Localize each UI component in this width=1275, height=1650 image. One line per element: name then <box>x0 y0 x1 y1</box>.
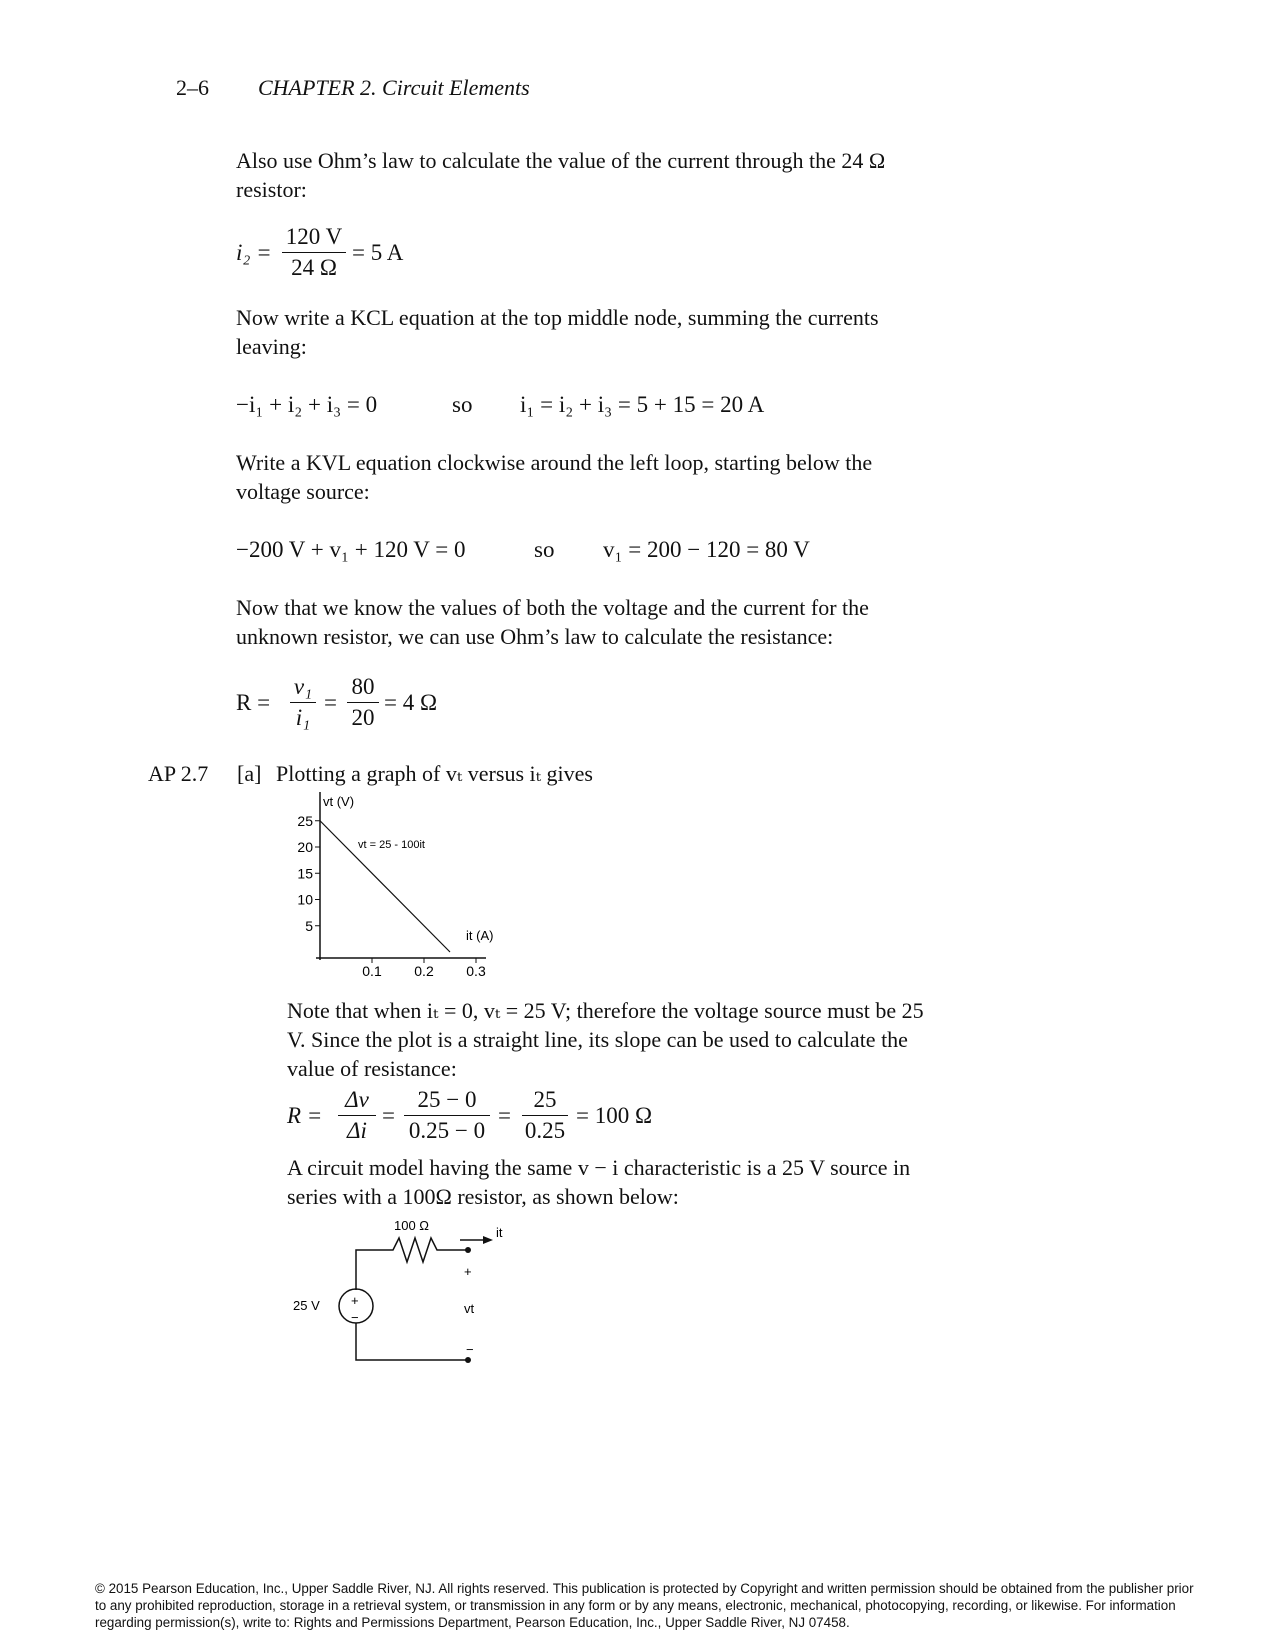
numerator: 25 − 0 <box>417 1087 477 1112</box>
eq-slope-rhs: = 100 Ω <box>576 1103 653 1128</box>
note-line: value of resistance: <box>287 1056 457 1081</box>
eq-kvl-so: so <box>534 537 555 562</box>
eq-i2-fraction <box>282 224 346 281</box>
note-line: V. Since the plot is a straight line, its slope can be used to calculate the <box>287 1027 908 1052</box>
x-axis-label: it (A) <box>466 928 494 943</box>
circuit-text: A circuit model having the same v − i characteristic is a 25 V source in <box>287 1155 911 1180</box>
numerator: 25 <box>533 1087 557 1112</box>
note-line: Note that when iₜ = 0, vₜ = 25 V; therefore the voltage source must be 25 <box>287 998 924 1023</box>
numerator: v₁ <box>293 674 313 699</box>
page-number: 2–6 <box>176 75 209 100</box>
source-minus: − <box>351 1310 359 1325</box>
terminal-vt: vt <box>464 1301 475 1316</box>
paragraph: leaving: <box>236 334 307 359</box>
y-axis-label: vt (V) <box>323 794 355 809</box>
numerator: Δv <box>345 1087 369 1112</box>
eq-slope-eq1: = <box>382 1103 395 1128</box>
paragraph: Now that we know the values of both the voltage and the current for the <box>236 595 869 620</box>
circuit-diagram <box>280 1210 520 1380</box>
problem-label: AP 2.7 <box>148 761 209 786</box>
eq-r-frac1 <box>290 674 316 731</box>
eq-slope-frac2 <box>404 1087 490 1144</box>
eq-kvl-left: −200 V + v₁ + 120 V = 0 <box>236 537 466 562</box>
x-tick-label: 0.3 <box>466 963 486 979</box>
eq-kcl-right: i₁ = i₂ + i₃ = 5 + 15 = 20 A <box>520 392 765 417</box>
eq-slope-eq2: = <box>498 1103 511 1128</box>
paragraph: resistor: <box>236 177 307 202</box>
numerator: 80 <box>351 674 375 699</box>
eq-slope-lhs: R = <box>287 1103 323 1128</box>
denominator: 0.25 <box>524 1118 566 1143</box>
paragraph: Also use Ohm’s law to calculate the value of the current through the 24 Ω <box>236 148 886 173</box>
y-tick-label: 5 <box>305 917 313 934</box>
eq-kcl-so: so <box>452 392 473 417</box>
eq-i2-rhs: = 5 A <box>352 240 404 265</box>
circuit-text: series with a 100Ω resistor, as shown below: <box>287 1184 679 1209</box>
paragraph: unknown resistor, we can use Ohm’s law to calculate the resistance: <box>236 624 834 649</box>
denominator: Δi <box>347 1118 367 1143</box>
vt-it-chart <box>270 790 530 990</box>
terminal-plus: + <box>464 1264 472 1279</box>
paragraph: Write a KVL equation clockwise around the left loop, starting below the <box>236 450 873 475</box>
y-tick-label: 10 <box>297 891 313 908</box>
arrow-head-icon <box>483 1236 493 1244</box>
wire-bottom <box>356 1323 467 1360</box>
eq-slope-frac1 <box>338 1087 376 1144</box>
wire-top <box>356 1238 467 1290</box>
terminal-bottom <box>465 1357 471 1363</box>
eq-r-rhs: = 4 Ω <box>384 690 438 715</box>
copyright-footer: © 2015 Pearson Education, Inc., Upper Saddle River, NJ. All rights reserved. This publication is protected by Copyright and written permission should be obtained from the publisher prior to any prohibited reproduction, storage in a retrieval system, or transmission in any form or by any means, electronic, mechanical, photocopying, recording, or likewise. For information regarding permission(s), write to: Rights and Permissions Department, Pearson Education, Inc., Upper Saddle River, NJ 07458. <box>95 1581 1194 1630</box>
current-label: it <box>496 1225 503 1240</box>
y-tick-label: 20 <box>297 839 313 855</box>
paragraph: voltage source: <box>236 479 370 504</box>
terminal-minus: − <box>466 1342 474 1357</box>
eq-i2-lhs: i₂ = <box>236 240 272 265</box>
y-tick-label: 15 <box>297 865 313 882</box>
numerator: 120 V <box>285 224 343 249</box>
paragraph: Now write a KCL equation at the top middle node, summing the currents <box>236 305 879 330</box>
problem-text: Plotting a graph of vₜ versus iₜ gives <box>276 761 593 786</box>
eq-kcl-left: −i₁ + i₂ + i₃ = 0 <box>236 392 378 417</box>
x-tick-label: 0.2 <box>414 963 434 979</box>
eq-r-eq: = <box>324 690 337 715</box>
y-tick-label: 25 <box>297 812 313 829</box>
problem-part: [a] <box>237 761 262 786</box>
chapter-title: CHAPTER 2. Circuit Elements <box>258 75 530 100</box>
eq-r-frac2 <box>347 674 379 731</box>
terminal-top <box>465 1247 471 1253</box>
denominator: i₁ <box>295 705 311 730</box>
source-label: 25 V <box>293 1298 320 1313</box>
resistor-label: 100 Ω <box>394 1218 430 1233</box>
eq-slope-frac3 <box>522 1087 568 1144</box>
line-annotation: vt = 25 - 100it <box>358 839 425 851</box>
denominator: 20 <box>351 705 375 730</box>
x-tick-label: 0.1 <box>362 963 382 979</box>
denominator: 24 Ω <box>291 255 337 280</box>
eq-r-lhs: R = <box>236 690 271 715</box>
source-plus: + <box>351 1293 359 1308</box>
eq-kvl-right: v₁ = 200 − 120 = 80 V <box>603 537 810 562</box>
denominator: 0.25 − 0 <box>408 1118 486 1143</box>
